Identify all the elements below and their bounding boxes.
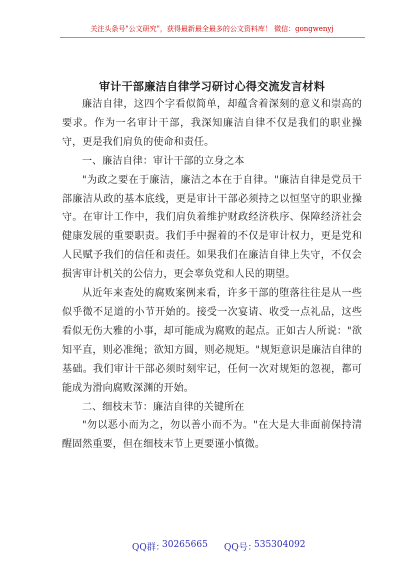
qq-group-number: 30265665 [162,540,208,550]
header-divider [60,37,365,38]
footer-contacts [0,540,408,554]
section-heading-2: 二、细枝末节：廉洁自律的关键所在 [82,401,245,413]
paragraph-cases: 从近年来查处的腐败案例来看，许多干部的堕落往往是从一些似乎微不足道的小节开始的。接受一次宴请、收受一点礼品，这些看似无伤大雅的小事，却可能成为腐败的起点。正如古人所说："欲知平直，则必准绳；欲知方圆，则必规矩。"规矩意识是廉洁自律的基础。我们审计干部必须时刻牢记，任何一次对规矩的忽视，都可能成为滑向腐败深渊的开始。 [62,288,362,394]
qq-number: 535304092 [254,540,306,550]
paragraph-intro: 廉洁自律，这四个字看似简单，却蕴含着深刻的意义和崇高的要求。作为一名审计干部，我深知廉洁自律不仅是我们的职业操守，更是我们肩负的使命和责任。 [62,99,362,148]
header-notice: 关注头条号"公文研究"，获得最新最全最多的公文资料库！ 微信：gongwenyj [90,25,334,33]
section-heading-1: 一、廉洁自律：审计干部的立身之本 [82,155,245,167]
qq-group-label: QQ群： [132,543,165,553]
document-title: 审计干部廉洁自律学习研讨心得交流发言材料 [99,80,325,93]
document-body [62,96,362,455]
paragraph-section-2: "勿以恶小而为之，勿以善小而不为。"在大是大非面前保持清醒固然重要，但在细枝末节上更要谨小慎微。 [62,420,362,451]
paragraph-section-1: "为政之要在于廉洁，廉洁之本在于自律。"廉洁自律是党员干部廉洁从政的基本底线，更是审计干部必须持之以恒坚守的职业操守。在审计工作中，我们肩负着维护财政经济秩序、保障经济社会健康发展的重要职责。我们手中握着的不仅是审计权力，更是党和人民赋予我们的信任和责任。如果我们在廉洁自律上失守，不仅会损害审计机关的公信力，更会辜负党和人民的期望。 [62,174,362,281]
qq-label: QQ号： [224,543,257,553]
